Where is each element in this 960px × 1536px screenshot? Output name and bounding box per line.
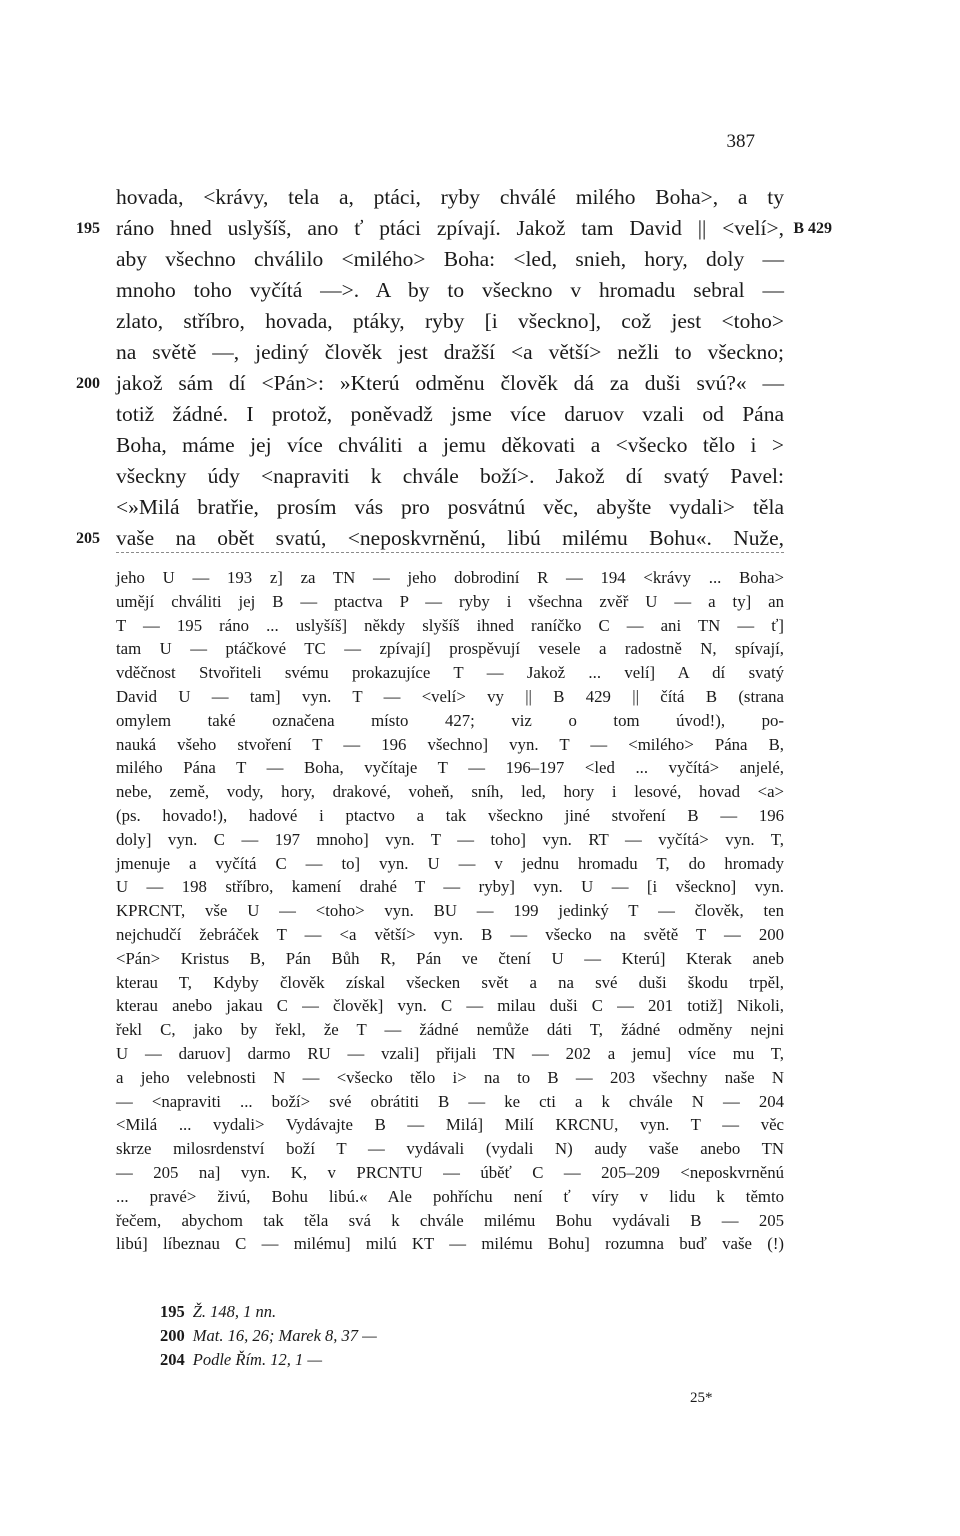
note-line-number: 200 bbox=[160, 1326, 185, 1345]
apparatus-line: jeho U — 193 z] za TN — jeho dobrodiní R — 194 <krávy ... Boha> bbox=[116, 568, 784, 587]
line-text: hovada, <krávy, tela a, ptáci, ryby chválé milého Boha>, a ty bbox=[116, 185, 784, 209]
source-note bbox=[160, 1324, 377, 1348]
apparatus-line: <Milá ... vydali> Vydávajte B — Milá] Milí KRCNU, vyn. T — věc bbox=[116, 1115, 784, 1135]
text-line bbox=[116, 492, 784, 523]
text-line bbox=[116, 275, 784, 306]
text-line bbox=[76, 213, 832, 244]
line-text: na světě —, jediný člověk jest dražší <a větší> nežli to všeckno; bbox=[116, 340, 784, 364]
apparatus-line: U — 198 stříbro, kamení drahé T — ryby] vyn. U — [i všeckno] vyn. bbox=[116, 877, 784, 897]
apparatus-line: tam U — ptáčkové TC — zpívají] prospěvují vesele a radostně N, spívají, bbox=[116, 639, 784, 659]
line-number: 200 bbox=[76, 375, 100, 392]
line-text: zlato, stříbro, hovada, ptáky, ryby [i všeckno], což jest <toho> bbox=[116, 309, 784, 333]
apparatus-line: milého Pána T — Boha, vyčítaje T — 196–197 <led ... vyčítá> anjelé, bbox=[116, 758, 784, 778]
apparatus-line: umějí chváliti jej B — ptactva P — ryby i všechna zvěř U — a ty] an bbox=[116, 591, 784, 611]
line-text: totiž žádné. I protož, poněvadž jsme více daruov vzali od Pána bbox=[116, 402, 784, 426]
apparatus-line: nauká všeho stvoření T — 196 všechno] vyn. T — <milého> Pána B, bbox=[116, 734, 784, 754]
text-line bbox=[116, 461, 784, 492]
apparatus-line: U — daruov] darmo RU — vzali] přijali TN — 202 a jemu] více mu T, bbox=[116, 1043, 784, 1063]
apparatus-line: nejchudčí žebráček T — <a větší> vyn. B — všecko na světě T — 200 bbox=[116, 924, 784, 944]
line-text: jakož sám dí <Pán>: »Kterú odměnu člověk dá za duši svú?« — bbox=[116, 371, 784, 395]
line-text: aby všechno chválilo <milého> Boha: <led, snieh, hory, doly — bbox=[116, 247, 784, 271]
note-reference: Mat. 16, 26; Marek 8, 37 — bbox=[192, 1326, 377, 1345]
apparatus-line: jmenuje a vyčítá C — to] vyn. U — v jednu hromadu T, do hromady bbox=[116, 853, 784, 873]
text-line bbox=[116, 337, 784, 368]
text-line bbox=[116, 244, 784, 275]
apparatus-line: libú] líbeznau C — milému] milú KT — milému Bohu] rozumna buď vaše (!) bbox=[116, 1234, 784, 1254]
margin-reference: B 429 bbox=[793, 220, 832, 237]
apparatus-line: KPRCNT, vše U — <toho> vyn. BU — 199 jedinký T — člověk, ten bbox=[116, 901, 784, 921]
note-line-number: 204 bbox=[160, 1350, 185, 1369]
section-divider bbox=[116, 552, 784, 553]
source-note bbox=[160, 1348, 377, 1372]
critical-apparatus bbox=[116, 566, 784, 1256]
apparatus-line: — <napraviti ... boží> své obrátiti B — ke cti a k chvále N — 204 bbox=[116, 1091, 784, 1111]
note-reference: Podle Řím. 12, 1 — bbox=[192, 1350, 322, 1369]
apparatus-line: (ps. hovado!), hadové i ptactvo a tak všeckno jiné stvoření B — 196 bbox=[116, 805, 784, 825]
line-text: Boha, máme jej více chváliti a jemu děkovati a <všecko tělo i > bbox=[116, 433, 784, 457]
apparatus-line: kterau anebo jakau C — člověk] vyn. C — milau duši C — 201 totiž] Nikoli, bbox=[116, 996, 784, 1016]
text-line bbox=[76, 368, 784, 399]
note-line-number: 195 bbox=[160, 1302, 185, 1321]
apparatus-line: omylem také označena místo 427; viz o tom úvod!), po- bbox=[116, 710, 784, 730]
source-note bbox=[160, 1300, 377, 1324]
line-number: 205 bbox=[76, 530, 100, 547]
note-reference: Ž. 148, 1 nn. bbox=[192, 1302, 277, 1321]
apparatus-line: T — 195 ráno ... uslyšíš] někdy slyšíš ihned raníčko C — ani TN — ť] bbox=[116, 615, 784, 635]
main-text bbox=[76, 182, 832, 554]
line-text: vaše na obět svatú, <neposkvrněnú, libú milému Bohu«. Nuže, bbox=[116, 526, 784, 550]
text-line bbox=[116, 399, 784, 430]
text-line bbox=[116, 182, 784, 213]
text-line bbox=[116, 430, 784, 461]
apparatus-line: David U — tam] vyn. T — <velí> vy || B 429 || čítá B (strana bbox=[116, 686, 784, 706]
apparatus-line: vděčnost Stvořiteli svému prokazujíce T — Jakož ... velí] A dí svatý bbox=[116, 663, 784, 683]
printer-signature: 25* bbox=[690, 1390, 713, 1406]
text-line bbox=[116, 306, 784, 337]
apparatus-line: skrze milosrdenství boží T — vydávali (vydali N) audy vaše anebo TN bbox=[116, 1139, 784, 1159]
apparatus-line: nebe, země, vody, hory, drakové, voheň, sníh, led, hory i lesové, hovad <a> bbox=[116, 782, 784, 802]
line-text: ráno hned uslyšíš, ano ť ptáci zpívají. Jakož tam David || <velí>, bbox=[116, 216, 784, 240]
text-line bbox=[76, 523, 784, 554]
source-notes bbox=[160, 1300, 377, 1372]
line-number: 195 bbox=[76, 220, 100, 237]
page-number: 387 bbox=[726, 131, 755, 152]
line-text: všeckny údy <napraviti k chvále boží>. Jakož dí svatý Pavel: bbox=[116, 464, 784, 488]
apparatus-line: doly] vyn. C — 197 mnoho] vyn. T — toho] vyn. RT — vyčítá> vyn. T, bbox=[116, 829, 784, 849]
apparatus-line: řečem, abychom tak těla svá k chvále milému Bohu vydávali B — 205 bbox=[116, 1210, 784, 1230]
apparatus-line: řekl C, jako by řekl, že T — žádné nemůže dáti T, žádné odměny nejni bbox=[116, 1020, 784, 1040]
apparatus-line: kterau T, Kdyby člověk získal všecken svět a na své duši škodu trpěl, bbox=[116, 972, 784, 992]
apparatus-line: ... pravé> živú, Bohu libú.« Ale pohříchu není ť víry v lidu k těmto bbox=[116, 1186, 784, 1206]
line-text: mnoho toho vyčítá —>. A by to všeckno v hromadu sebral — bbox=[116, 278, 784, 302]
apparatus-line: — 205 na] vyn. K, v PRCNTU — úběť C — 205–209 <neposkvrněnú bbox=[116, 1162, 784, 1182]
apparatus-line: a jeho velebnosti N — <všecko tělo i> na to B — 203 všechny naše N bbox=[116, 1067, 784, 1087]
apparatus-line: <Pán> Kristus B, Pán Bůh R, Pán ve čtení U — Kterú] Kterak aneb bbox=[116, 948, 784, 968]
line-text: <»Milá bratřie, prosím vás pro posvátnú věc, abyšte vydali> těla bbox=[116, 495, 784, 519]
